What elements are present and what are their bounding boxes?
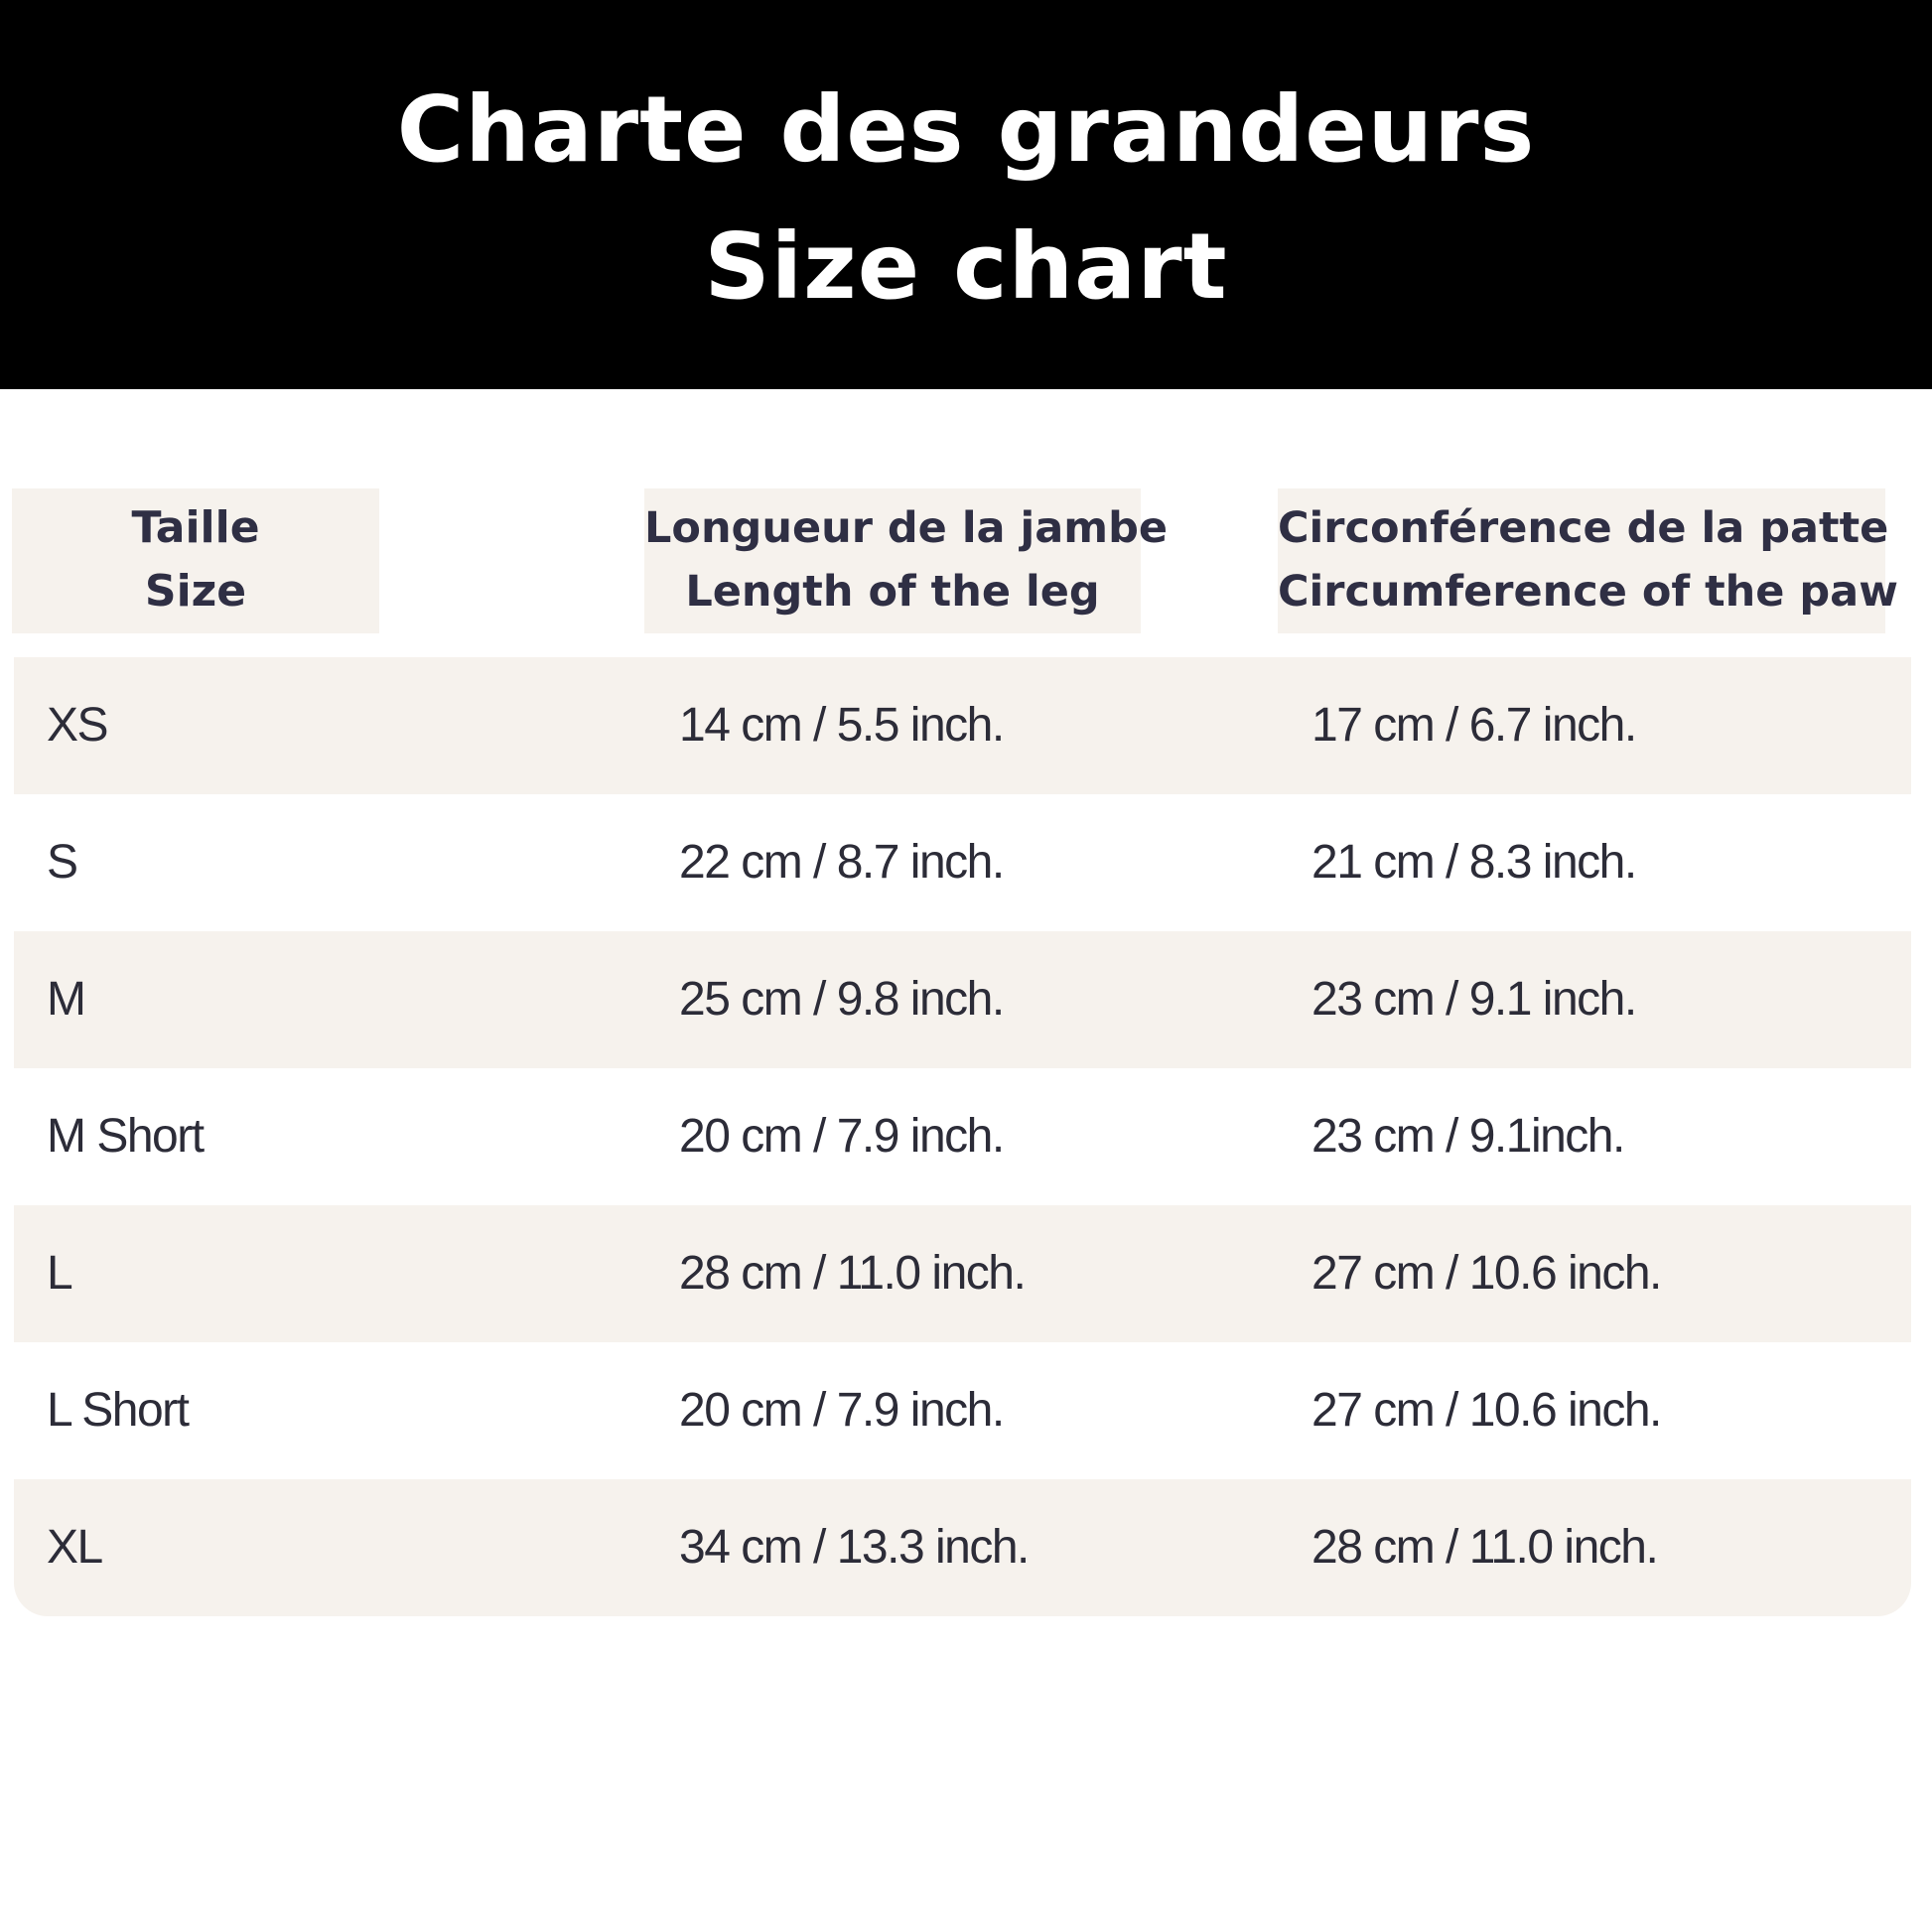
header-size: [12, 488, 379, 633]
paw-circumference-cell: 21 cm / 8.3 inch.: [1311, 836, 1636, 889]
header-paw-circumference-fr: Circonférence de la patte: [1278, 503, 1889, 553]
leg-length-cell: 28 cm / 11.0 inch.: [679, 1247, 1026, 1300]
size-cell: S: [47, 836, 77, 889]
header-leg-length: [644, 488, 1169, 633]
paw-circumference-cell: 27 cm / 10.6 inch.: [1311, 1247, 1661, 1300]
title-english: Size chart: [704, 213, 1228, 320]
leg-length-cell: 22 cm / 8.7 inch.: [679, 836, 1004, 889]
size-cell: XS: [47, 699, 108, 752]
table-row: [14, 657, 1911, 794]
paw-circumference-cell: 23 cm / 9.1 inch.: [1311, 973, 1636, 1026]
title-french: Charte des grandeurs: [396, 76, 1536, 183]
leg-length-cell: 20 cm / 7.9 inch.: [679, 1110, 1004, 1163]
size-cell: M: [47, 973, 85, 1026]
header-size-fr: Taille: [131, 502, 260, 553]
paw-circumference-cell: 17 cm / 6.7 inch.: [1311, 699, 1636, 752]
size-table: [14, 657, 1911, 1616]
leg-length-cell: 25 cm / 9.8 inch.: [679, 973, 1004, 1026]
header-leg-length-fr: Longueur de la jambe: [644, 503, 1169, 553]
size-cell: L Short: [47, 1384, 189, 1437]
header-size-en: Size: [144, 566, 247, 617]
paw-circumference-cell: 28 cm / 11.0 inch.: [1311, 1521, 1658, 1574]
header-paw-circumference: [1278, 488, 1898, 633]
leg-length-cell: 20 cm / 7.9 inch.: [679, 1384, 1004, 1437]
paw-circumference-cell: 27 cm / 10.6 inch.: [1311, 1384, 1661, 1437]
title-banner: [0, 0, 1932, 389]
table-row: [14, 794, 1911, 931]
table-row: [14, 931, 1911, 1068]
leg-length-cell: 34 cm / 13.3 inch.: [679, 1521, 1029, 1574]
size-cell: XL: [47, 1521, 102, 1574]
paw-circumference-cell: 23 cm / 9.1inch.: [1311, 1110, 1624, 1163]
size-cell: M Short: [47, 1110, 204, 1163]
table-row: [14, 1205, 1911, 1342]
table-row: [14, 1068, 1911, 1205]
header-leg-length-en: Length of the leg: [685, 567, 1100, 617]
table-row: [14, 1479, 1911, 1616]
size-cell: L: [47, 1247, 72, 1300]
header-paw-circumference-en: Circumference of the paw: [1278, 567, 1898, 617]
table-row: [14, 1342, 1911, 1479]
leg-length-cell: 14 cm / 5.5 inch.: [679, 699, 1004, 752]
